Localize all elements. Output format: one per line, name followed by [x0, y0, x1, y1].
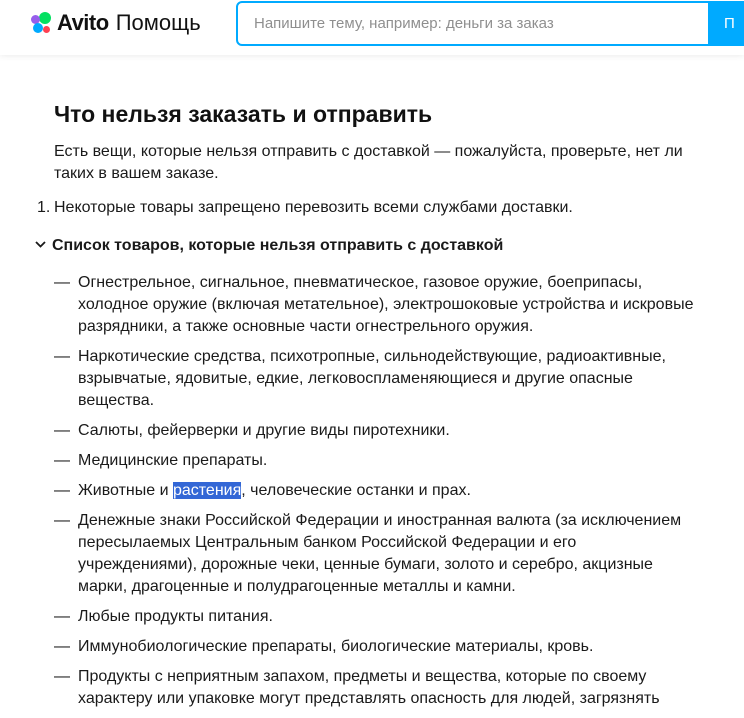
avito-logo-icon: [31, 12, 53, 34]
prohibited-items-list: [54, 272, 694, 718]
list-item: — Животные и растения, человеческие останки и прах.: [54, 482, 471, 499]
list-item: — Любые продукты питания.: [54, 608, 273, 625]
accordion-label: Список товаров, которые нельзя отправить с доставкой: [52, 237, 504, 254]
selected-text: растения: [172, 482, 242, 499]
list-item: — Иммунобиологические препараты, биологические материалы, кровь.: [54, 638, 594, 655]
step-text: Некоторые товары запрещено перевозить всеми службами доставки.: [54, 199, 573, 216]
accordion-toggle[interactable]: [35, 235, 503, 257]
intro-text: Есть вещи, которые нельзя отправить с доставкой — пожалуйста, проверьте, нет ли таких в вашем заказе.: [54, 143, 683, 182]
list-item: — Наркотические средства, психотропные, сильнодействующие, радиоактивные, взрывчатые, ядовитые, едкие, легковоспламеняющиеся и другие опасные вещества.: [54, 348, 666, 409]
search-box: [236, 1, 744, 46]
chevron-down-icon: [35, 241, 46, 248]
list-item: — Огнестрельное, сигнальное, пневматическое, газовое оружие, боеприпасы, холодное оружие (включая метательное), электрошоковые устройства и искровые разрядники, а также основные части огнестрельного оружия.: [54, 274, 694, 335]
header: [0, 0, 744, 55]
list-item: — Денежные знаки Российской Федерации и иностранная валюта (за исключением пересылаемых Центральным банком Российской Федерации и его учреждениями), дорожные чеки, ценные бумаги, золото и серебро, акцизные марки, драгоценные и полудрагоценные металлы и камни.: [54, 512, 682, 595]
step-number: 1.: [37, 199, 51, 216]
search-button[interactable]: П: [708, 3, 744, 44]
list-item: — Продукты с неприятным запахом, предметы и вещества, которые по своему характеру или упаковке могут представлять опасность для людей, загрязнять: [54, 668, 660, 707]
list-item: — Медицинские препараты.: [54, 452, 268, 469]
section-name: Помощь: [115, 10, 201, 35]
avito-logo[interactable]: [31, 10, 201, 36]
list-item: — Салюты, фейерверки и другие виды пиротехники.: [54, 422, 450, 439]
list-item-text: Животные и: [78, 482, 173, 499]
numbered-step: [37, 197, 573, 219]
page-title: Что нельзя заказать и отправить: [54, 101, 433, 127]
search-input[interactable]: [238, 3, 708, 44]
brand-name: Avito: [57, 10, 109, 35]
